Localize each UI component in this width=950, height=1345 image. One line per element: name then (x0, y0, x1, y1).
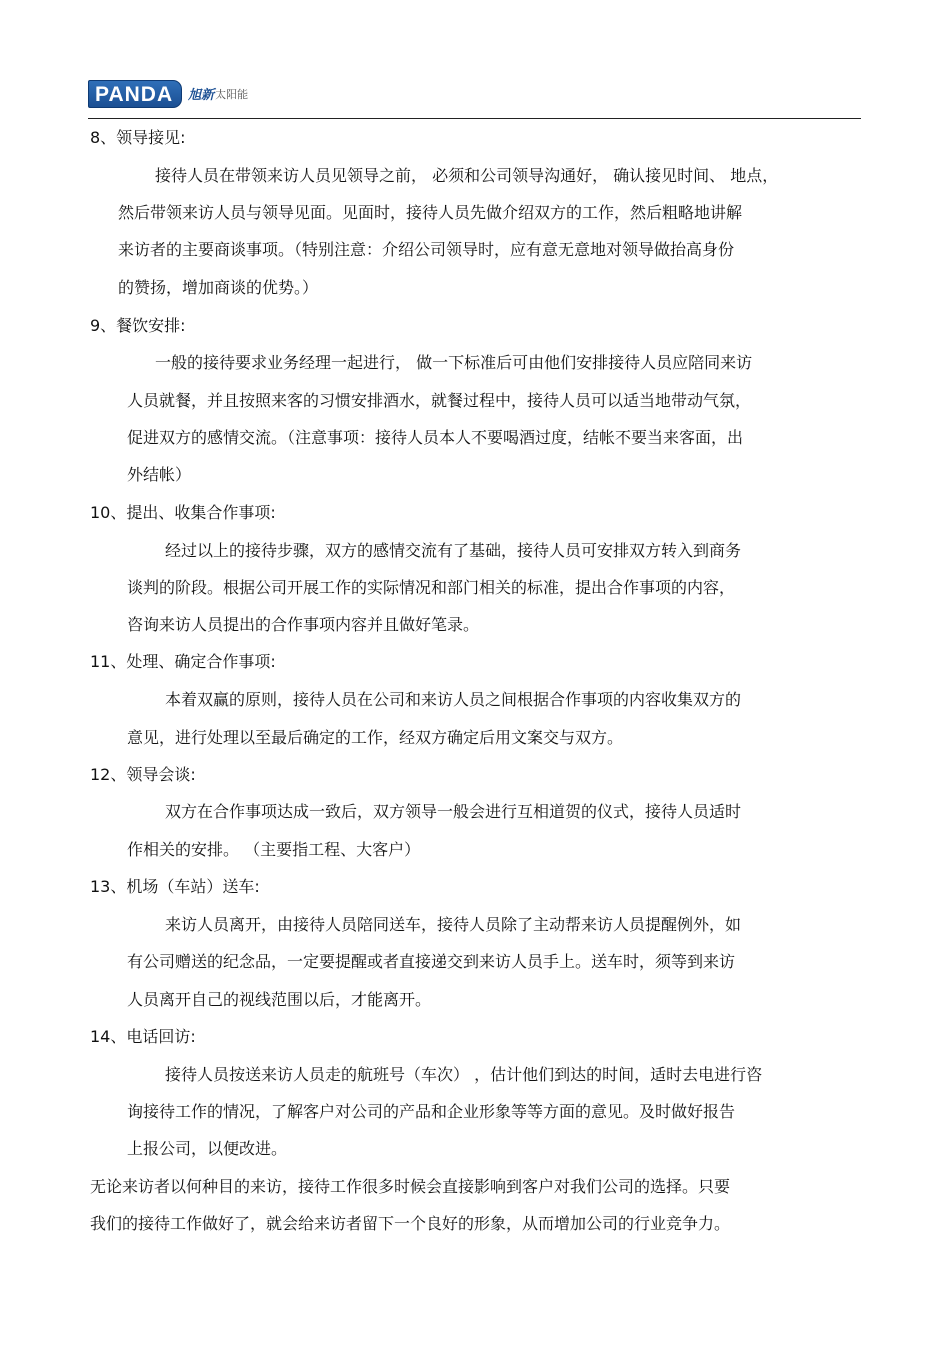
section-heading: 13、机场（车站）送车: (90, 877, 260, 896)
paragraph-line: 有公司赠送的纪念品，一定要提醒或者直接递交到来访人员手上。送车时，须等到来访 (127, 952, 736, 971)
paragraph-line: 人员离开自己的视线范围以后，才能离开。 (127, 990, 432, 1009)
paragraph-line: 外结帐） (127, 465, 192, 484)
paragraph-line: 人员就餐，并且按照来客的习惯安排酒水，就餐过程中，接待人员可以适当地带动气氛， (127, 391, 752, 410)
section-heading: 14、电话回访: (90, 1027, 196, 1046)
section-heading: 10、提出、收集合作事项: (90, 503, 276, 522)
section-heading: 9、餐饮安排: (90, 316, 186, 335)
closing-line: 无论来访者以何种目的来访，接待工作很多时候会直接影响到客户对我们公司的选择。只要 (90, 1177, 731, 1196)
closing-line: 我们的接待工作做好了，就会给来访者留下一个良好的形象，从而增加公司的行业竞争力。 (90, 1214, 731, 1233)
paragraph-line: 咨询来访人员提出的合作事项内容并且做好笔录。 (127, 615, 480, 634)
paragraph-line: 上报公司，以便改进。 (127, 1139, 288, 1158)
paragraph-line: 的赞扬，增加商谈的优势。） (118, 278, 319, 297)
paragraph-line: 询接待工作的情况，了解客户对公司的产品和企业形象等等方面的意见。及时做好报告 (127, 1102, 736, 1121)
paragraph-line: 来访者的主要商谈事项。（特别注意：介绍公司领导时，应有意无意地对领导做抬高身份 (118, 240, 735, 259)
paragraph-line: 本着双赢的原则，接待人员在公司和来访人员之间根据合作事项的内容收集双方的 (165, 690, 742, 709)
paragraph-line: 双方在合作事项达成一致后，双方领导一般会进行互相道贺的仪式，接待人员适时 (165, 802, 742, 821)
section-heading: 11、处理、确定合作事项: (90, 652, 276, 671)
paragraph-line: 一般的接待要求业务经理一起进行， 做一下标准后可由他们安排接待人员应陪同来访 (155, 353, 753, 372)
section-heading: 12、领导会谈: (90, 765, 196, 784)
logo-mark: 旭新 (188, 88, 215, 103)
paragraph-line: 谈判的阶段。根据公司开展工作的实际情况和部门相关的标准，提出合作事项的内容， (127, 578, 736, 597)
logo-tagline: 太阳能 (215, 87, 249, 101)
paragraph-line: 接待人员按送来访人员走的航班号（车次） ，估计他们到达的时间，适时去电进行咨 (165, 1065, 763, 1084)
paragraph-line: 然后带领来访人员与领导见面。见面时，接待人员先做介绍双方的工作，然后粗略地讲解 (118, 203, 743, 222)
paragraph-line: 意见，进行处理以至最后确定的工作，经双方确定后用文案交与双方。 (127, 728, 624, 747)
paragraph-line: 来访人员离开，由接待人员陪同送车，接待人员除了主动帮来访人员提醒例外，如 (165, 915, 742, 934)
paragraph-line: 作相关的安排。 （主要指工程、大客户） (127, 840, 421, 859)
paragraph-line: 促进双方的感情交流。（注意事项：接待人员本人不要喝酒过度，结帐不要当来客面，出 (127, 428, 744, 447)
section-heading: 8、领导接见: (90, 128, 186, 147)
paragraph-line: 接待人员在带领来访人员见领导之前， 必须和公司领导沟通好， 确认接见时间、 地点， (155, 166, 779, 185)
logo-wordmark: PANDA (88, 80, 182, 108)
paragraph-line: 经过以上的接待步骤，双方的感情交流有了基础，接待人员可安排双方转入到商务 (165, 541, 742, 560)
